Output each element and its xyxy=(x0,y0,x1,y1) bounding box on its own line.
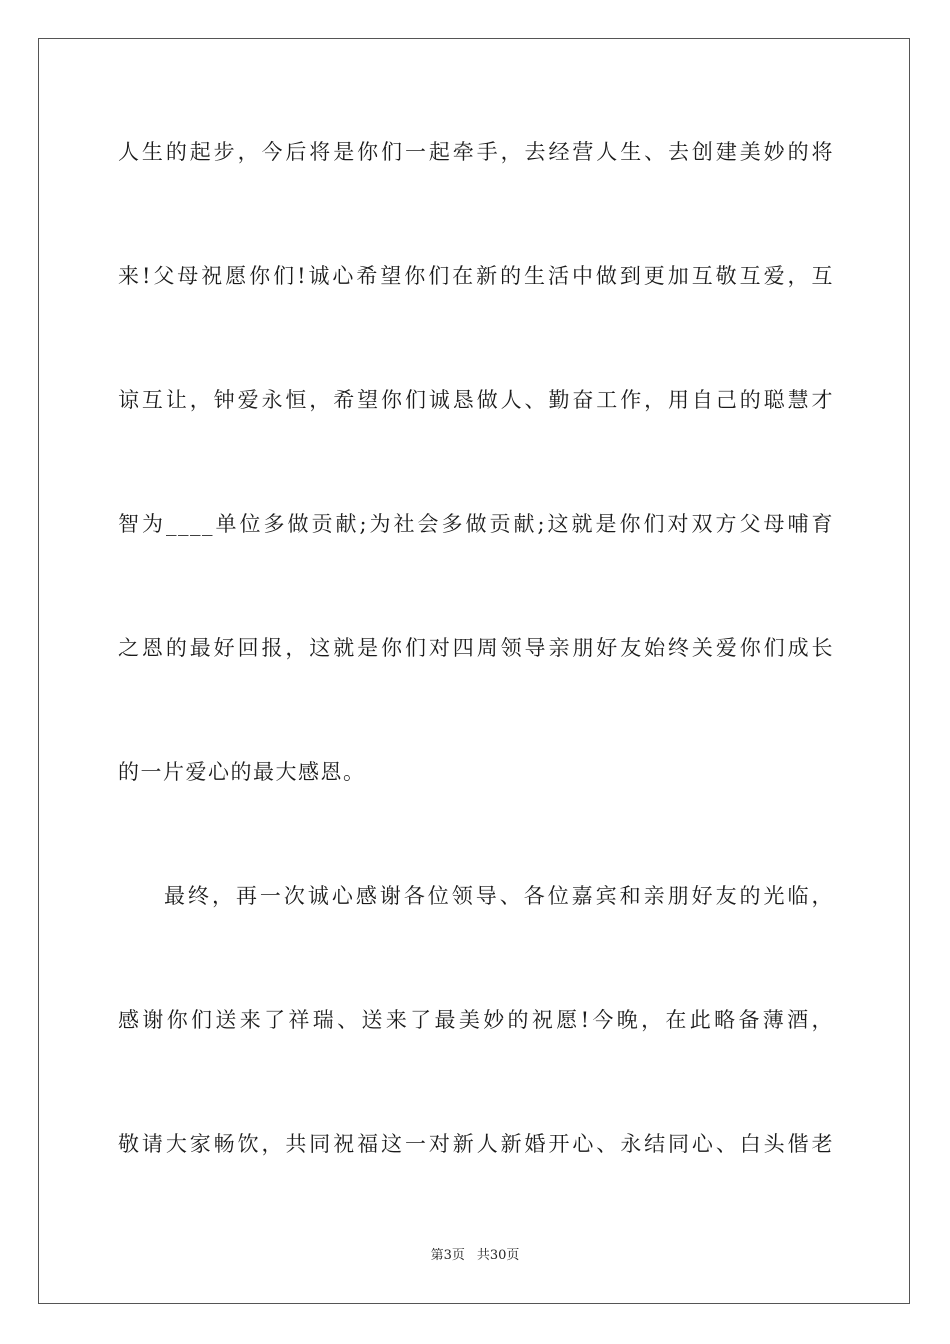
text-line: 来!父母祝愿你们!诚心希望你们在新的生活中做到更加互敬互爱，互 xyxy=(118,264,834,288)
text-line: 之恩的最好回报，这就是你们对四周领导亲朋好友始终关爱你们成长 xyxy=(118,636,834,660)
text-line: 人生的起步，今后将是你们一起牵手，去经营人生、去创建美妙的将 xyxy=(118,140,834,164)
text-line: 谅互让，钟爱永恒，希望你们诚恳做人、勤奋工作，用自己的聪慧才 xyxy=(118,388,834,412)
text-line: 感谢你们送来了祥瑞、送来了最美妙的祝愿!今晚，在此略备薄酒， xyxy=(118,1008,834,1032)
page-number: 第3页 xyxy=(430,1248,465,1263)
page-footer xyxy=(0,1244,950,1263)
text-line: 的一片爱心的最大感恩。 xyxy=(118,760,366,784)
text-line: 智为____单位多做贡献;为社会多做贡献;这就是你们对双方父母哺育 xyxy=(118,512,834,536)
page-total: 共30页 xyxy=(476,1248,520,1263)
document-body xyxy=(118,126,834,1242)
text-line: 最终，再一次诚心感谢各位领导、各位嘉宾和亲朋好友的光临， xyxy=(164,884,834,908)
text-line: 敬请大家畅饮，共同祝福这一对新人新婚开心、永结同心、白头偕老 xyxy=(118,1132,834,1156)
